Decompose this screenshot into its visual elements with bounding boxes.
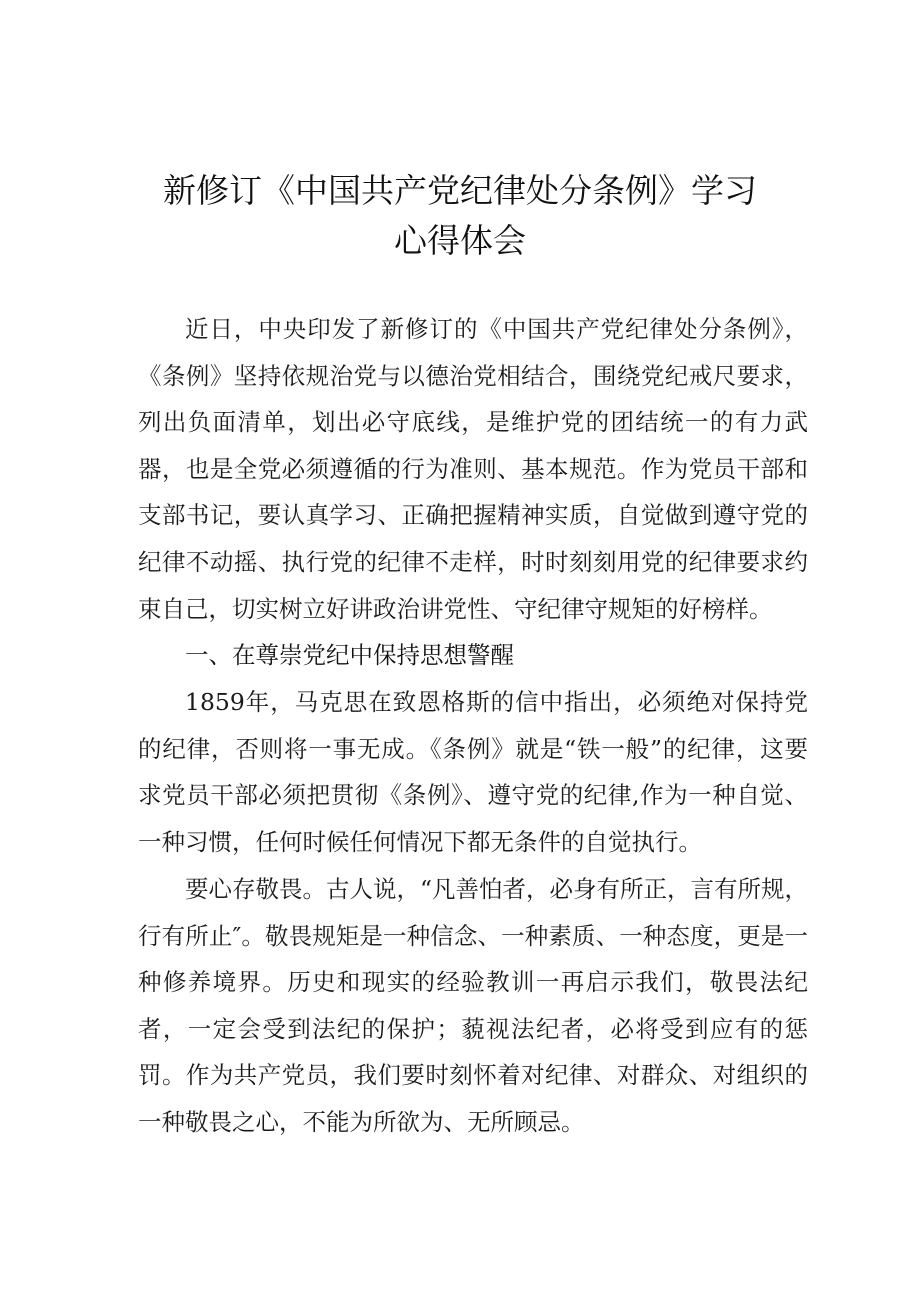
section-heading-1: 一、在尊崇党纪中保持思想警醒 (185, 641, 514, 669)
title-line-2: 心得体会 (394, 221, 526, 260)
title-line-1: 新修订《中国共产党纪律处分条例》学习 (163, 171, 757, 210)
paragraph-awe: 要心存敬畏。古人说，“凡善怕者，必身有所正，言有所规，行有所止″。敬畏规矩是一种信念、一种素质、一种态度，更是一种修养境界。历史和现实的经验教训一再启示我们，敬畏法纪者，一定会受到法纪的保护；藐视法纪者，必将受到应有的惩罚。作为共产党员，我们要时刻怀着对纪律、对群众、对组织的一种敬畏之心，不能为所欲为、无所顾忌。 (138, 875, 809, 1136)
paragraph-intro: 近日，中央印发了新修订的《中国共产党纪律处分条例》，《条例》坚持依规治党与以德治党相结合，围绕党纪戒尺要求，列出负面清单，划出必守底线，是维护党的团结统一的有力武器，也是全党必须遵循的行为准则、基本规范。作为党员干部和支部书记，要认真学习、正确把握精神实质，自觉做到遵守党的纪律不动摇、执行党的纪律不走样，时时刻刻用党的纪律要求约束自己，切实树立好讲政治讲党性、守纪律守规矩的好榜样。 (138, 315, 808, 623)
paragraph-marx: 1859年，马克思在致恩格斯的信中指出，必须绝对保持党的纪律，否则将一事无成。《条例》就是“铁一般”的纪律，这要求党员干部必须把贯彻《条例》、遵守党的纪律,作为一种自觉、一种习惯，任何时候任何情况下都无条件的自觉执行。 (138, 688, 808, 856)
document-title (0, 166, 920, 266)
document-body (138, 306, 808, 1146)
